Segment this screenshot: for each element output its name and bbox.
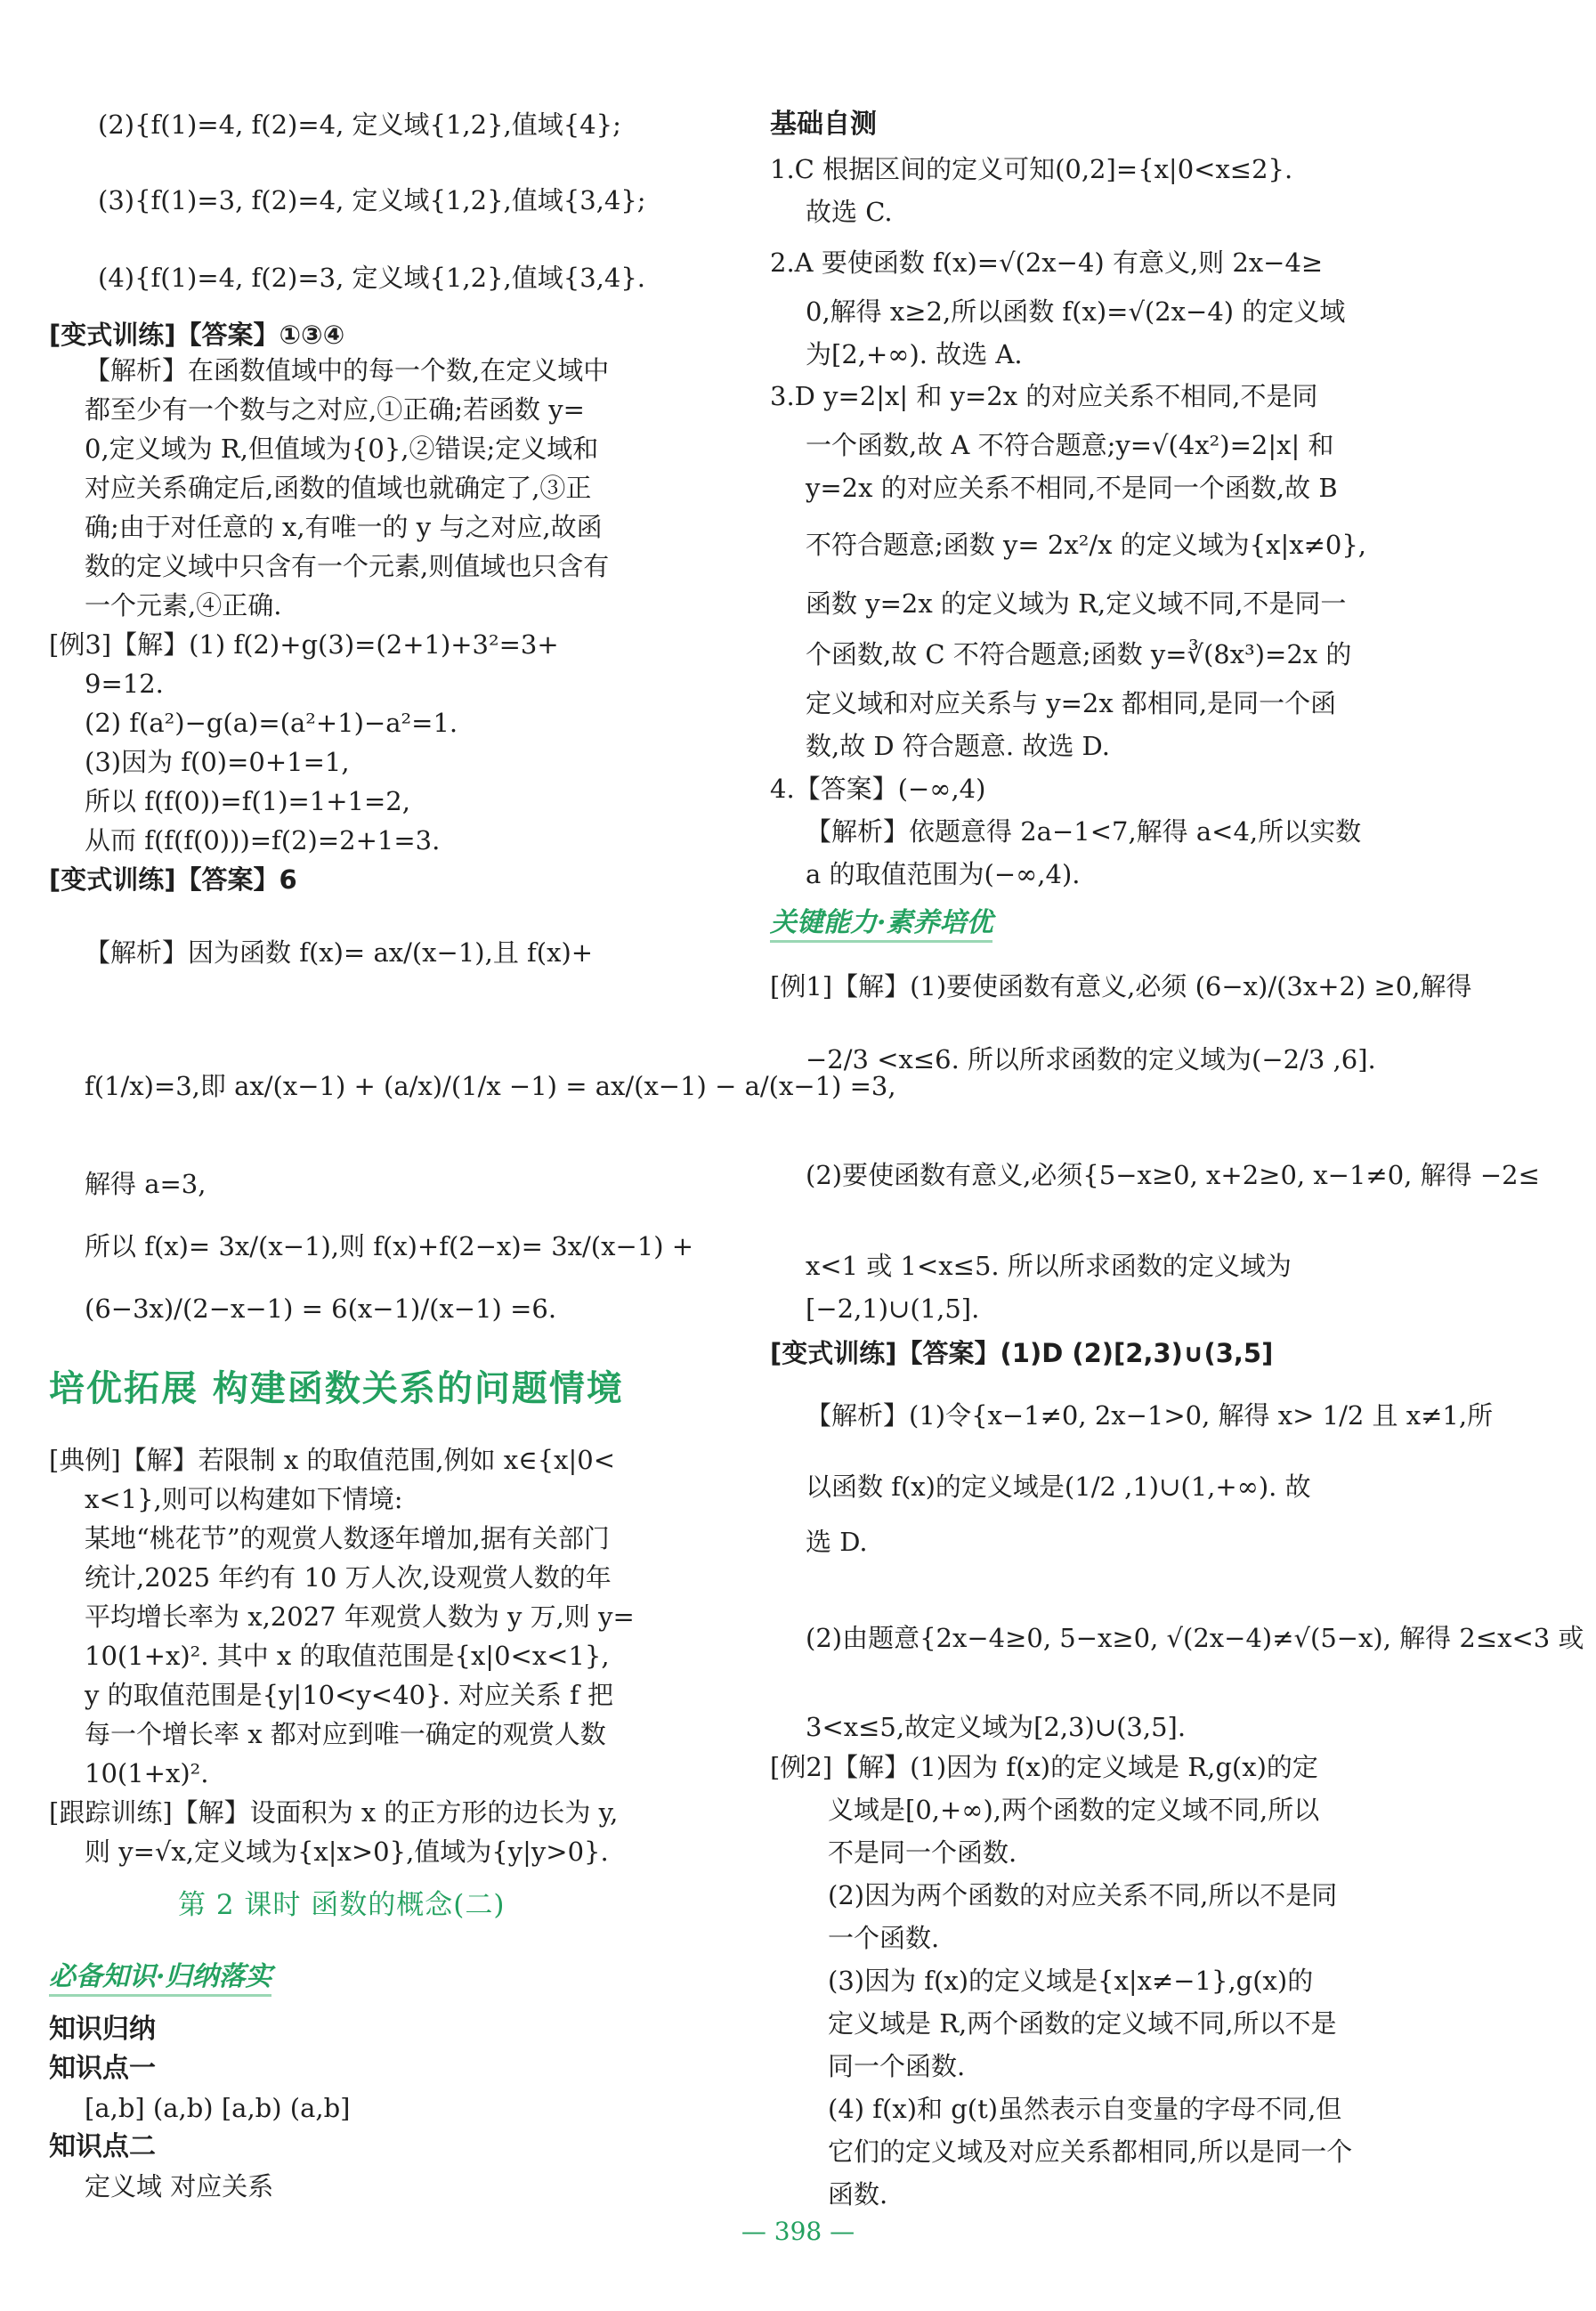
text-line: 一个元素,④正确. (85, 590, 282, 620)
text-line: [例3]【解】(1) f(2)+g(3)=(2+1)+3²=3+ (49, 629, 559, 660)
text-line: 定义域和对应关系与 y=2x 都相同,是同一个函 (806, 688, 1337, 718)
section-title: 培优拓展 构建函数关系的问题情境 (49, 1368, 624, 1409)
page-number: — 398 — (741, 2217, 855, 2246)
text-line: 函数 y=2x 的定义域为 R,定义域不同,不是同一 (806, 588, 1347, 619)
text-line: 1.C 根据区间的定义可知(0,2]={x|0<x≤2}. (770, 154, 1293, 184)
text-line: y 的取值范围是{y|10<y<40}. 对应关系 f 把 (85, 1680, 614, 1710)
text-line: [变式训练]【答案】(1)D (2)[2,3)∪(3,5] (770, 1338, 1274, 1368)
subheading: 基础自测 (770, 109, 877, 140)
text-line: 0,解得 x≥2,所以函数 f(x)=√(2x−4) 的定义域 (806, 296, 1346, 327)
text-line: x<1 或 1<x≤5. 所以所求函数的定义域为 (806, 1251, 1292, 1281)
section-label: 必备知识·归纳落实 (49, 1961, 271, 1997)
section-heading (49, 1958, 271, 1995)
text-line: −2/3 <x≤6. 所以所求函数的定义域为(−2/3 ,6]. (806, 1044, 1376, 1074)
text-line: 0,定义域为 R,但值域为{0},②错误;定义域和 (85, 434, 599, 464)
text-line: 3<x≤5,故定义域为[2,3)∪(3,5]. (806, 1712, 1187, 1742)
text-line: 定义域 对应关系 (85, 2171, 274, 2202)
text-line: x<1},则可以构建如下情境: (85, 1484, 403, 1514)
text-line: [变式训练]【答案】①③④ (49, 320, 345, 350)
text-line: [典例]【解】若限制 x 的取值范围,例如 x∈{x|0< (49, 1445, 616, 1475)
text-line: 解得 a=3, (85, 1169, 207, 1199)
text-line: 10(1+x)². 其中 x 的取值范围是{x|0<x<1}, (85, 1641, 610, 1671)
text-line: 一个函数,故 A 不符合题意;y=√(4x²)=2|x| 和 (806, 430, 1334, 460)
text-line: 3.D y=2|x| 和 y=2x 的对应关系不相同,不是同 (770, 381, 1318, 411)
text-line: (4){f(1)=4, f(2)=3, 定义域{1,2},值域{3,4}. (98, 263, 646, 293)
text-line: [跟踪训练]【解】设面积为 x 的正方形的边长为 y, (49, 1797, 619, 1828)
text-line: y=2x 的对应关系不相同,不是同一个函数,故 B (806, 473, 1338, 503)
text-line: 不符合题意;函数 y= 2x²/x 的定义域为{x|x≠0}, (806, 530, 1367, 560)
text-line: [例2]【解】(1)因为 f(x)的定义域是 R,g(x)的定 (770, 1752, 1318, 1782)
text-line: 义域是[0,+∞),两个函数的定义域不同,所以 (828, 1795, 1320, 1825)
text-line: 9=12. (85, 669, 164, 699)
text-line: 则 y=√x,定义域为{x|x>0},值域为{y|y>0}. (85, 1837, 609, 1867)
section-label: 关键能力·素养培优 (770, 907, 992, 943)
text-line: 【解析】(1)令{x−1≠0, 2x−1>0, 解得 x> 1/2 且 x≠1,所 (806, 1400, 1494, 1431)
text-line: 选 D. (806, 1527, 868, 1557)
text-line: (6−3x)/(2−x−1) = 6(x−1)/(x−1) =6. (85, 1293, 557, 1324)
text-line: [−2,1)∪(1,5]. (806, 1293, 980, 1324)
text-line: 数的定义域中只含有一个元素,则值域也只含有 (85, 551, 610, 581)
text-line: 所以 f(x)= 3x/(x−1),则 f(x)+f(2−x)= 3x/(x−1) + (85, 1231, 694, 1261)
text-line: 为[2,+∞). 故选 A. (806, 339, 1023, 369)
text-line: 一个函数. (828, 1923, 940, 1953)
subheading: 知识点二 (49, 2131, 156, 2162)
text-line: 【解析】因为函数 f(x)= ax/(x−1),且 f(x)+ (85, 937, 594, 968)
text-line: [a,b] (a,b) [a,b) (a,b] (85, 2093, 351, 2123)
text-line: (2)因为两个函数的对应关系不同,所以不是同 (828, 1880, 1338, 1910)
text-line: (3){f(1)=3, f(2)=4, 定义域{1,2},值域{3,4}; (98, 185, 646, 215)
text-line: 它们的定义域及对应关系都相同,所以是同一个 (828, 2137, 1353, 2167)
text-line: (2)由题意{2x−4≥0, 5−x≥0, √(2x−4)≠√(5−x), 解得 2≤x<3 或 (806, 1623, 1584, 1653)
text-line: 确;由于对任意的 x,有唯一的 y 与之对应,故函 (85, 512, 603, 542)
text-line: 都至少有一个数与之对应,①正确;若函数 y= (85, 394, 585, 425)
text-line: 10(1+x)². (85, 1758, 209, 1788)
text-line: 同一个函数. (828, 2051, 966, 2081)
text-line: (2) f(a²)−g(a)=(a²+1)−a²=1. (85, 708, 458, 738)
subheading: 知识点一 (49, 2053, 156, 2084)
text-line: 每一个增长率 x 都对应到唯一确定的观赏人数 (85, 1719, 606, 1749)
text-line: 从而 f(f(f(0)))=f(2)=2+1=3. (85, 825, 441, 855)
text-line: 【解析】在函数值域中的每一个数,在定义域中 (85, 355, 610, 385)
text-line: 2.A 要使函数 f(x)=√(2x−4) 有意义,则 2x−4≥ (770, 247, 1324, 278)
text-line: 统计,2025 年约有 10 万人次,设观赏人数的年 (85, 1562, 612, 1593)
text-line: (4) f(x)和 g(t)虽然表示自变量的字母不同,但 (828, 2094, 1342, 2124)
text-line: 不是同一个函数. (828, 1837, 1017, 1868)
subheading: 知识归纳 (49, 2014, 156, 2045)
text-line: 某地“桃花节”的观赏人数逐年增加,据有关部门 (85, 1523, 610, 1553)
text-line: 个函数,故 C 不符合题意;函数 y=∛(8x³)=2x 的 (806, 639, 1352, 669)
text-line: 所以 f(f(0))=f(1)=1+1=2, (85, 786, 410, 816)
text-line: 故选 C. (806, 197, 893, 227)
text-line: 以函数 f(x)的定义域是(1/2 ,1)∪(1,+∞). 故 (806, 1472, 1311, 1502)
text-line: [变式训练]【答案】6 (49, 864, 297, 895)
text-line: 4.【答案】(−∞,4) (770, 774, 986, 804)
section-heading (770, 904, 992, 941)
text-line: (2){f(1)=4, f(2)=4, 定义域{1,2},值域{4}; (98, 109, 621, 140)
text-line: [例1]【解】(1)要使函数有意义,必须 (6−x)/(3x+2) ≥0,解得 (770, 971, 1472, 1001)
text-line: (2)要使函数有意义,必须{5−x≥0, x+2≥0, x−1≠0, 解得 −2≤ (806, 1160, 1540, 1190)
text-line: 函数. (828, 2179, 888, 2210)
text-line: f(1/x)=3,即 ax/(x−1) + (a/x)/(1/x −1) = ax/(x−1) − a/(x−1) =3, (85, 1071, 896, 1101)
text-line: 平均增长率为 x,2027 年观赏人数为 y 万,则 y= (85, 1601, 635, 1632)
text-line: (3)因为 f(x)的定义域是{x|x≠−1},g(x)的 (828, 1966, 1314, 1996)
text-line: 对应关系确定后,函数的值域也就确定了,③正 (85, 473, 592, 503)
text-line: 【解析】依题意得 2a−1<7,解得 a<4,所以实数 (806, 816, 1362, 847)
text-line: a 的取值范围为(−∞,4). (806, 859, 1081, 889)
text-line: (3)因为 f(0)=0+1=1, (85, 747, 350, 777)
text-line: 数,故 D 符合题意. 故选 D. (806, 731, 1110, 761)
lesson-title: 第 2 课时 函数的概念(二) (178, 1889, 506, 1921)
text-line: 定义域是 R,两个函数的定义域不同,所以不是 (828, 2008, 1337, 2039)
